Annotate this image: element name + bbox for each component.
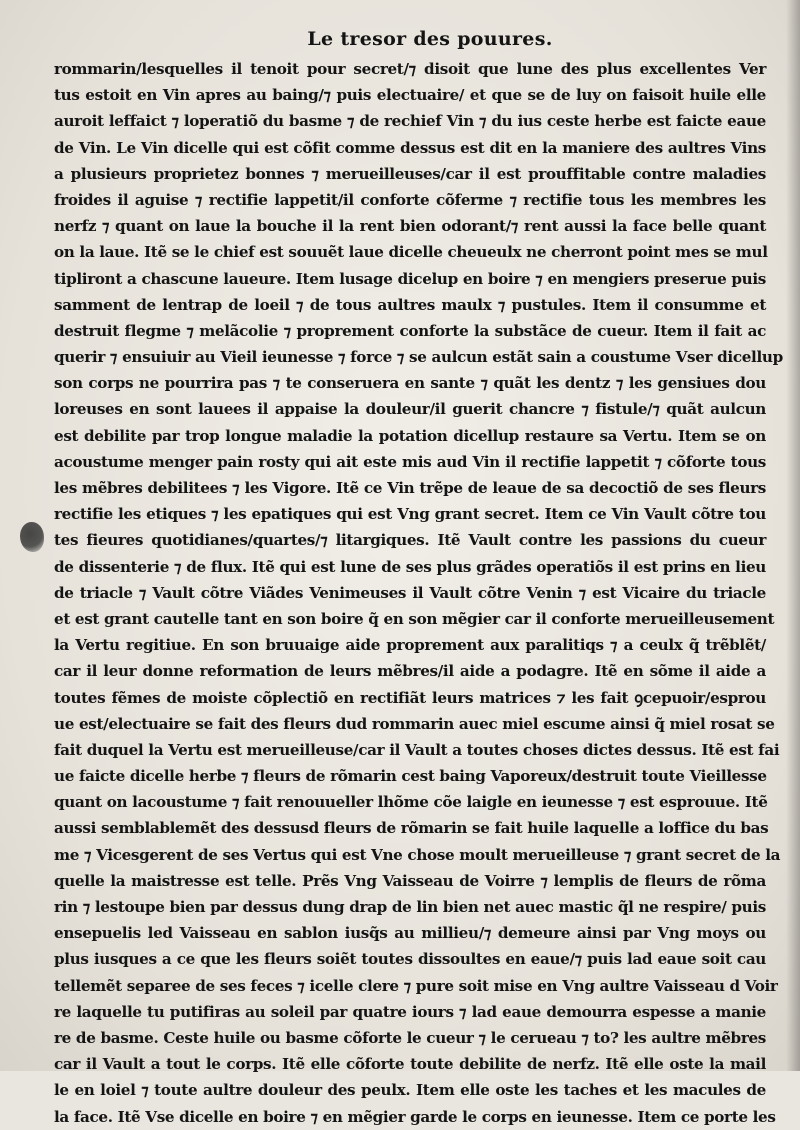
text-line: tipliront a chascune laueure. Item lusage dicelup en boire ⁊ en mengiers preserue puis xyxy=(54,269,766,288)
text-line: car il Vault a tout le corps. Itẽ elle cõforte toute debilite de nerfz. Itẽ elle oste la mail xyxy=(54,1055,766,1074)
text-body xyxy=(54,56,783,1130)
running-head: Le tresor des pouures. xyxy=(307,28,553,50)
text-line: auroit leffaict ⁊ loperatiõ du basme ⁊ de rechief Vin ⁊ du ius ceste herbe est faicte eaue xyxy=(54,112,766,131)
text-line: nerfz ⁊ quant on laue la bouche il la rent bien odorant/⁊ rent aussi la face belle quant xyxy=(54,217,766,236)
text-line: acoustume menger pain rosty qui ait este mis aud Vin il rectifie lappetit ⁊ cõforte tous xyxy=(54,452,766,471)
text-line: me ⁊ Vicesgerent de ses Vertus qui est Vne chose moult merueilleuse ⁊ grant secret de la xyxy=(54,845,781,864)
text-line: tellemẽt separee de ses feces ⁊ icelle clere ⁊ pure soit mise en Vng aultre Vaisseau d Voir xyxy=(54,976,778,995)
text-line: samment de lentrap de loeil ⁊ de tous aultres maulx ⁊ pustules. Item il consumme et xyxy=(54,295,766,314)
text-line: froides il aguise ⁊ rectifie lappetit/il conforte cõferme ⁊ rectifie tous les membres les xyxy=(54,190,766,209)
text-line: quelle la maistresse est telle. Prẽs Vng Vaisseau de Voirre ⁊ lemplis de fleurs de rõma xyxy=(54,871,766,890)
text-line: rin ⁊ lestoupe bien par dessus dung drap de lin bien net auec mastic q̃l ne respire/ puis xyxy=(54,898,766,916)
text-line: a plusieurs proprietez bonnes ⁊ merueilleuses/car il est prouffitable contre maladies xyxy=(54,164,766,183)
text-line: ensepuelis led Vaisseau en sablon iusq̃s au millieu/⁊ demeure ainsi par Vng moys ou xyxy=(54,924,766,943)
text-line: la face. Itẽ Vse dicelle en boire ⁊ en mẽgier garde le corps en ieunesse. Item ce porte les xyxy=(54,1107,776,1126)
scan-shadow-edge xyxy=(786,0,800,1071)
text-line: les mẽbres debilitees ⁊ les Vigore. Itẽ ce Vin trẽpe de leaue de sa decoctiõ de ses fleurs xyxy=(54,479,766,497)
text-line: plus iusques a ce que les fleurs soiẽt toutes dissoultes en eaue/⁊ puis lad eaue soit cau xyxy=(54,950,766,969)
text-line: le en loiel ⁊ toute aultre douleur des peulx. Item elle oste les taches et les macules de xyxy=(54,1081,766,1100)
text-line: de dissenterie ⁊ de flux. Itẽ qui est lune de ses plus grãdes operatiõs il est prins en lieu xyxy=(54,557,766,576)
text-line: quant on lacoustume ⁊ fait renouueller lhõme cõe laigle en ieunesse ⁊ est esprouue. Itẽ xyxy=(54,793,768,812)
text-line: car il leur donne reformation de leurs mẽbres/il aide a podagre. Itẽ en sõme il aide a xyxy=(54,662,766,681)
text-line: est debilite par trop longue maladie la potation dicellup restaure sa Vertu. Item se on xyxy=(54,426,766,445)
text-line: fait duquel la Vertu est merueilleuse/car il Vault a toutes choses dictes dessus. Itẽ est fai xyxy=(54,740,780,759)
text-line: et est grant cautelle tant en son boire q̃ en son mẽgier car il conforte merueilleusement xyxy=(54,609,775,628)
text-line: rommarin/lesquelles il tenoit pour secret/⁊ disoit que lune des plus excellentes Ver xyxy=(54,60,766,78)
text-line: ue est/electuaire se fait des fleurs dud rommarin auec miel escume ainsi q̃ miel rosat se xyxy=(54,714,775,733)
text-line: re de basme. Ceste huile ou basme cõforte le cueur ⁊ le cerueau ⁊ to? les aultre mẽbres xyxy=(54,1028,766,1047)
text-line: loreuses en sont lauees il appaise la douleur/il guerit chancre ⁊ fistule/⁊ quãt aulcun xyxy=(54,400,766,419)
text-line: la Vertu regitiue. En son bruuaige aide proprement aux paralitiqs ⁊ a ceulx q̃ trẽblẽt/ xyxy=(54,636,766,655)
ink-blot xyxy=(20,522,44,552)
text-line: ue faicte dicelle herbe ⁊ fleurs de rõmarin cest baing Vaporeux/destruit toute Vieillesse xyxy=(54,767,767,786)
text-line: destruit flegme ⁊ melãcolie ⁊ proprement conforte la substãce de cueur. Item il fait ac xyxy=(54,321,766,340)
text-line: son corps ne pourrira pas ⁊ te conseruera en sante ⁊ quãt les dentz ⁊ les gensiues dou xyxy=(54,374,766,393)
text-line: toutes fẽmes de moiste cõplectiõ en rectifiãt leurs matrices ⁊ les fait ꝯcepuoir/esprou xyxy=(54,688,766,707)
text-line: on la laue. Itẽ se le chief est souuẽt laue dicelle cheueulx ne cherront point mes se mul xyxy=(54,243,768,262)
text-line: de Vin. Le Vin dicelle qui est cõfit comme dessus est dit en la maniere des aultres Vins xyxy=(54,138,766,157)
text-line: aussi semblablemẽt des dessusd fleurs de rõmarin se fait huile laquelle a loffice du bas xyxy=(54,819,769,838)
text-line: rectifie les etiques ⁊ les epatiques qui est Vng grant secret. Item ce Vin Vault cõtre tou xyxy=(54,505,766,524)
text-line: tus estoit en Vin apres au baing/⁊ puis electuaire/ et que se de luy on faisoit huile elle xyxy=(54,86,766,105)
text-line: querir ⁊ ensuiuir au Vieil ieunesse ⁊ force ⁊ se aulcun estãt sain a coustume Vser dicellup xyxy=(54,348,783,367)
text-line: de triacle ⁊ Vault cõtre Viãdes Venimeuses il Vault cõtre Venin ⁊ est Vicaire du triacle xyxy=(54,583,766,602)
text-line: tes fieures quotidianes/quartes/⁊ litargiques. Itẽ Vault contre les passions du cueur xyxy=(54,531,766,550)
text-line: re laquelle tu putifiras au soleil par quatre iours ⁊ lad eaue demourra espesse a manie xyxy=(54,1002,766,1021)
